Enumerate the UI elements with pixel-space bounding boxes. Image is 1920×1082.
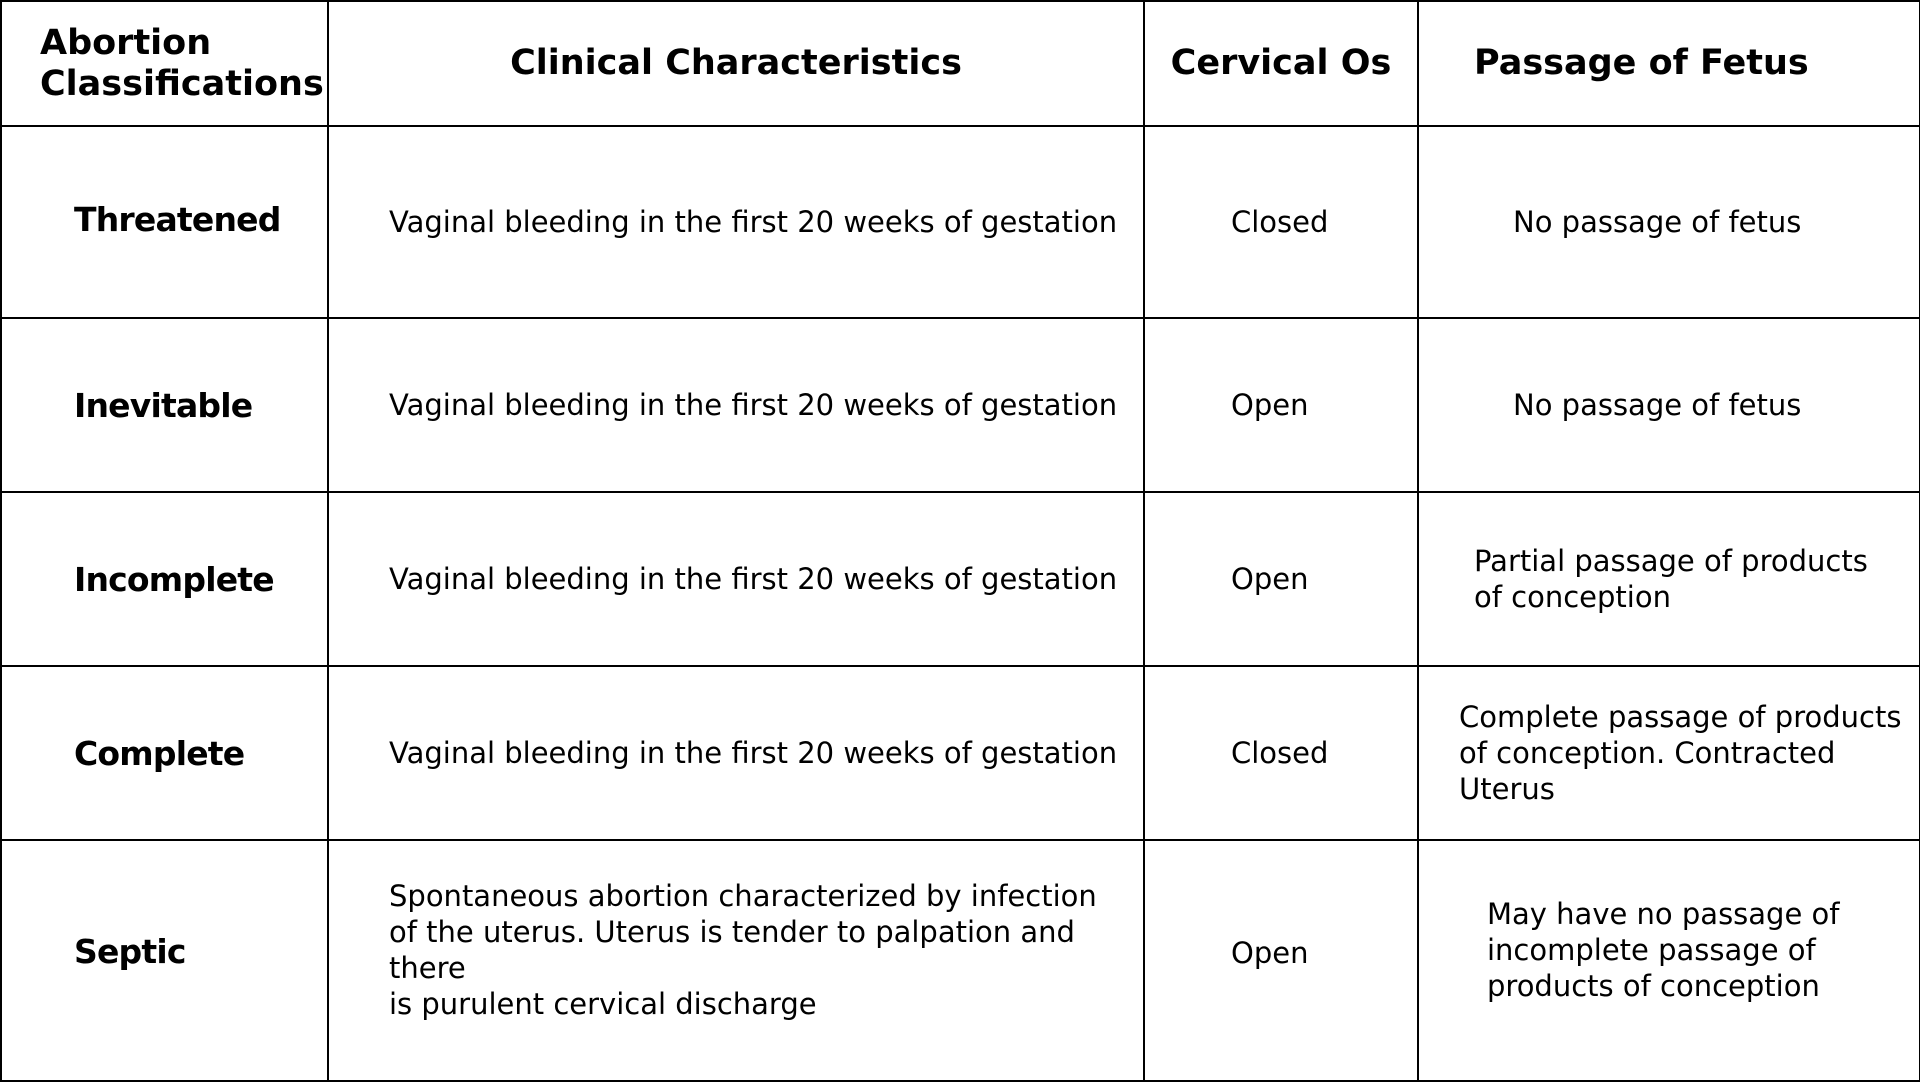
classification-cell: Complete [1, 666, 328, 840]
passage-cell: Partial passage of products of conception [1418, 492, 1920, 666]
classification-cell: Inevitable [1, 318, 328, 492]
table-row [1, 840, 1920, 1081]
clinical-cell: Vaginal bleeding in the first 20 weeks of gestation [328, 666, 1144, 840]
table-header-row [1, 1, 1920, 126]
clinical-cell: Vaginal bleeding in the first 20 weeks of gestation [328, 126, 1144, 318]
table-row [1, 492, 1920, 666]
cervical-os-cell: Open [1144, 840, 1418, 1081]
header-clinical-characteristics: Clinical Characteristics [328, 1, 1144, 126]
passage-cell: Complete passage of products of conception. Contracted Uterus [1418, 666, 1920, 840]
header-abortion-classifications: Abortion Classifications [1, 1, 328, 126]
cervical-os-cell: Closed [1144, 126, 1418, 318]
table-row [1, 666, 1920, 840]
classification-cell: Incomplete [1, 492, 328, 666]
table-row [1, 126, 1920, 318]
cervical-os-cell: Open [1144, 492, 1418, 666]
clinical-cell: Vaginal bleeding in the first 20 weeks of gestation [328, 492, 1144, 666]
clinical-cell: Spontaneous abortion characterized by infection of the uterus. Uterus is tender to palpation and there is purulent cervical discharge [328, 840, 1144, 1081]
passage-cell: No passage of fetus [1418, 126, 1920, 318]
header-cervical-os: Cervical Os [1144, 1, 1418, 126]
classification-cell: Threatened [1, 126, 328, 318]
passage-cell: No passage of fetus [1418, 318, 1920, 492]
table-row [1, 318, 1920, 492]
clinical-cell: Vaginal bleeding in the first 20 weeks of gestation [328, 318, 1144, 492]
cervical-os-cell: Closed [1144, 666, 1418, 840]
classification-cell: Septic [1, 840, 328, 1081]
passage-cell: May have no passage of incomplete passage of products of conception [1418, 840, 1920, 1081]
cervical-os-cell: Open [1144, 318, 1418, 492]
header-passage-of-fetus: Passage of Fetus [1418, 1, 1920, 126]
